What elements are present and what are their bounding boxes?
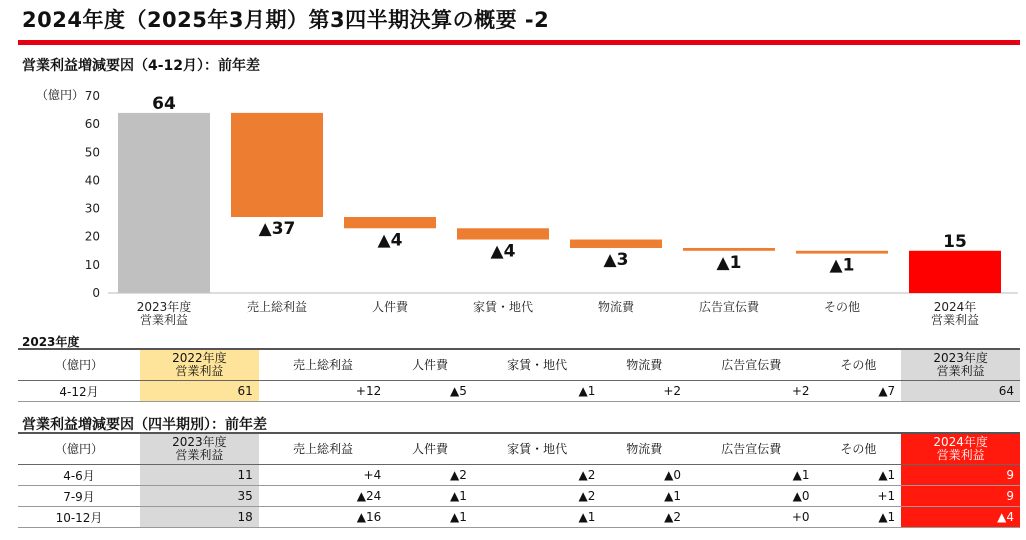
table-cell: 61: [140, 381, 259, 402]
y-tick-label: 70: [84, 89, 100, 103]
data-label-1: ▲37: [258, 219, 296, 240]
table-cell: ▲2: [387, 465, 473, 486]
table-row: [18, 507, 1020, 528]
data-label-0: 64: [152, 93, 176, 114]
table-cell: +4: [259, 465, 387, 486]
table-cell: ▲2: [473, 486, 601, 507]
table-row: [18, 486, 1020, 507]
table-cell: ▲1: [387, 486, 473, 507]
table-header-cell: 2024年度 営業利益: [901, 433, 1020, 465]
table-header-cell: 2023年度 営業利益: [901, 349, 1020, 381]
data-label-3: ▲4: [490, 241, 516, 262]
table-header-cell: 売上総利益: [259, 349, 387, 381]
table-cell: ▲1: [816, 507, 902, 528]
table-2023-factors: [18, 348, 1020, 402]
table-header-cell: 2022年度 営業利益: [140, 349, 259, 381]
title-underline: [18, 40, 1020, 45]
data-label-5: ▲1: [716, 252, 742, 273]
table-header-cell: 2023年度 営業利益: [140, 433, 259, 465]
table-cell: +1: [816, 486, 902, 507]
table-header-cell: （億円）: [18, 433, 140, 465]
table-quarterly-factors: [18, 432, 1020, 528]
table-row: [18, 465, 1020, 486]
table-header-cell: 物流費: [601, 349, 687, 381]
y-tick-label: 20: [84, 229, 100, 244]
data-label-4: ▲3: [603, 249, 629, 270]
table-cell: 9: [901, 486, 1020, 507]
data-label-2: ▲4: [377, 230, 403, 251]
table-cell: +12: [259, 381, 387, 402]
table-cell: ▲16: [259, 507, 387, 528]
bar-4: [570, 240, 662, 248]
page-title: 2024年度（2025年3月期）第3四半期決算の概要 -2: [22, 8, 550, 32]
table-cell: ▲1: [601, 486, 687, 507]
y-tick-label: 60: [84, 117, 100, 132]
table-cell: +2: [687, 381, 815, 402]
category-label: 2024年: [933, 300, 977, 314]
category-label: その他: [823, 300, 861, 314]
data-label-7: 15: [943, 231, 967, 252]
data-label-6: ▲1: [829, 255, 855, 276]
table2-subtitle: 営業利益増減要因（四半期別）：前年差: [22, 417, 267, 433]
table-cell: ▲0: [687, 486, 815, 507]
y-tick-label: 50: [84, 145, 100, 160]
table-cell: ▲2: [473, 465, 601, 486]
table-header-cell: 売上総利益: [259, 433, 387, 465]
y-tick-label: 30: [84, 201, 100, 216]
table-cell: 18: [140, 507, 259, 528]
table-header-row: [18, 349, 1020, 381]
table-cell: ▲1: [816, 465, 902, 486]
table-cell: +0: [687, 507, 815, 528]
bar-2: [344, 217, 436, 228]
table-header-cell: 広告宣伝費: [687, 433, 815, 465]
bar-6: [796, 251, 888, 254]
category-label: 広告宣伝費: [698, 300, 760, 314]
bar-3: [457, 228, 549, 239]
table1-section-label: 2023年度: [22, 335, 80, 349]
table-header-cell: 家賃・地代: [473, 433, 601, 465]
category-label: 営業利益: [139, 313, 189, 327]
waterfall-chart: [0, 80, 1026, 330]
bar-5: [683, 248, 775, 251]
table-header-cell: 人件費: [387, 433, 473, 465]
category-label: 売上総利益: [246, 300, 308, 314]
table-cell: ▲1: [473, 507, 601, 528]
bar-7: [909, 251, 1001, 293]
table-cell: 35: [140, 486, 259, 507]
table-cell: ▲2: [601, 507, 687, 528]
table-cell: ▲0: [601, 465, 687, 486]
table-cell: ▲4: [901, 507, 1020, 528]
table-cell: 9: [901, 465, 1020, 486]
table-header-cell: 広告宣伝費: [687, 349, 815, 381]
table-cell: 10-12月: [18, 507, 140, 528]
bar-0: [118, 113, 210, 293]
table-header-row: [18, 433, 1020, 465]
table-header-cell: （億円）: [18, 349, 140, 381]
table-cell: 4-12月: [18, 381, 140, 402]
table-header-cell: 家賃・地代: [473, 349, 601, 381]
y-axis-unit: （億円）: [36, 88, 85, 102]
y-tick-label: 40: [84, 173, 100, 188]
chart-subtitle: 営業利益増減要因（4-12月）：前年差: [22, 58, 261, 74]
category-label: 物流費: [597, 300, 635, 314]
table-cell: ▲5: [387, 381, 473, 402]
bar-1: [231, 113, 323, 217]
table-cell: ▲24: [259, 486, 387, 507]
category-label: 営業利益: [930, 313, 980, 327]
table-header-cell: その他: [816, 349, 902, 381]
y-tick-label: 0: [92, 286, 100, 300]
table-cell: ▲1: [687, 465, 815, 486]
category-label: 家賃・地代: [472, 300, 534, 314]
table-cell: ▲1: [473, 381, 601, 402]
table-cell: +2: [601, 381, 687, 402]
table-cell: 7-9月: [18, 486, 140, 507]
table-header-cell: その他: [816, 433, 902, 465]
table-cell: 11: [140, 465, 259, 486]
table-header-cell: 人件費: [387, 349, 473, 381]
table-cell: 4-6月: [18, 465, 140, 486]
category-label: 人件費: [371, 300, 409, 314]
table-header-cell: 物流費: [601, 433, 687, 465]
table-cell: ▲1: [387, 507, 473, 528]
y-tick-label: 10: [84, 257, 100, 272]
table-cell: 64: [901, 381, 1020, 402]
category-label: 2023年度: [136, 300, 192, 314]
table-cell: ▲7: [816, 381, 902, 402]
table-row: [18, 381, 1020, 402]
